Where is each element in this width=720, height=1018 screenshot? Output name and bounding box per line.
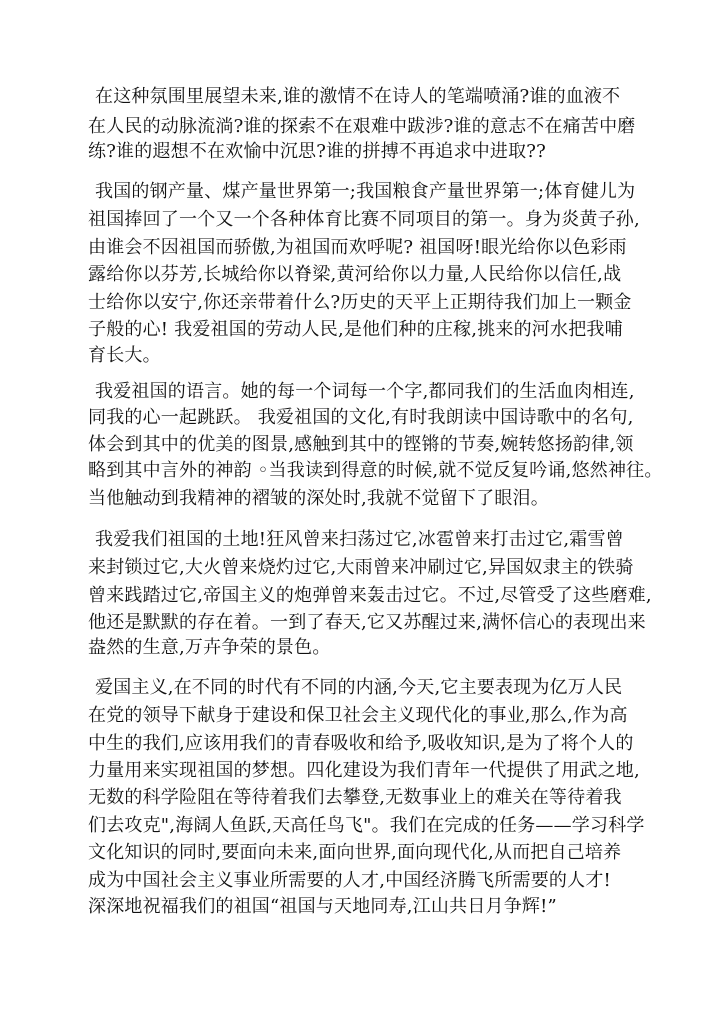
- text-line: 们去攻克",海阔人鱼跃,天高任鸟飞"。我们在完成的任务——学习科学: [88, 815, 645, 836]
- text-line: 成为中国社会主义事业所需要的人才,中国经济腾飞所需要的人才!: [88, 870, 611, 891]
- text-line: 我国的钢产量、煤产量世界第一;我国粮食产量世界第一;体育健儿为: [95, 181, 636, 202]
- text-line: 在人民的动脉流淌?谁的探索不在艰难中跋涉?谁的意志不在痛苦中磨: [88, 116, 636, 137]
- text-line: 在这种氛围里展望未来,谁的激情不在诗人的笔端喷涌?谁的血液不: [95, 86, 621, 107]
- text-line: 爱国主义,在不同的时代有不同的内涵,今天,它主要表现为亿万人民: [95, 677, 623, 698]
- text-line: 士给你以安宁,你还亲带着什么?历史的天平上正期待我们加上一颗金: [88, 292, 632, 313]
- text-line: 当他触动到我精神的褶皱的深处时,我就不觉留下了眼泪。: [88, 488, 549, 509]
- text-line: 练?谁的遐想不在欢愉中沉思?谁的拼搏不再追求中进取??: [88, 141, 546, 162]
- text-line: 祖国捧回了一个又一个各种体育比赛不同项目的第一。身为炎黄子孙,: [88, 209, 640, 230]
- text-line: 盎然的生意,万卉争荣的景色。: [88, 637, 331, 658]
- text-line: 曾来践踏过它,帝国主义的炮弹曾来轰击过它。不过,尽管受了这些磨难,: [88, 585, 652, 606]
- text-line: 来封锁过它,大火曾来烧灼过它,大雨曾来冲刷过它,异国奴隶主的铁骑: [88, 557, 634, 578]
- text-line: 在党的领导下献身于建设和保卫社会主义现代化的事业,那么,作为高: [88, 705, 628, 726]
- text-line: 深深地祝福我们的祖国“祖国与天地同寿,江山共日月争辉!”: [88, 896, 557, 917]
- text-line: 体会到其中的优美的图景,感触到其中的铿锵的节奏,婉转悠扬韵律,领: [88, 434, 634, 455]
- text-line: 中生的我们,应该用我们的青春吸收和给予,吸收知识,是为了将个人的: [88, 733, 634, 754]
- text-line: 由谁会不因祖国而骄傲,为祖国而欢呼呢? 祖国呀!眼光给你以色彩雨: [88, 237, 627, 258]
- text-line: 略到其中言外的神韵 ◦当我读到得意的时候,就不觉反复吟诵,悠然神往。: [88, 460, 663, 481]
- text-line: 无数的科学险阻在等待着我们去攀登,无数事业上的难关在等待着我: [88, 787, 622, 808]
- text-line: 同我的心一起跳跃。 我爱祖国的文化,有时我朗读中国诗歌中的名句,: [88, 407, 634, 428]
- text-line: 他还是默默的存在着。一到了春天,它又苏醒过来,满怀信心的表现出来: [88, 612, 646, 633]
- text-line: 露给你以芬芳,长城给你以脊梁,黄河给你以力量,人民给你以信任,战: [88, 264, 622, 285]
- text-line: 我爱我们祖国的土地!狂风曾来扫荡过它,冰雹曾来打击过它,霜雪曾: [95, 529, 624, 550]
- text-line: 育长大。: [88, 345, 161, 366]
- text-line: 文化知识的同时,要面向未来,面向世界,面向现代化,从而把自己培养: [88, 842, 622, 863]
- text-line: 力量用来实现祖国的梦想。四化建设为我们青年一代提供了用武之地,: [88, 760, 640, 781]
- text-line: 我爱祖国的语言。她的每一个词每一个字,都同我们的生活血肉相连,: [95, 381, 635, 402]
- text-line: 子般的心! 我爱祖国的劳动人民,是他们种的庄稼,挑来的河水把我哺: [88, 319, 623, 340]
